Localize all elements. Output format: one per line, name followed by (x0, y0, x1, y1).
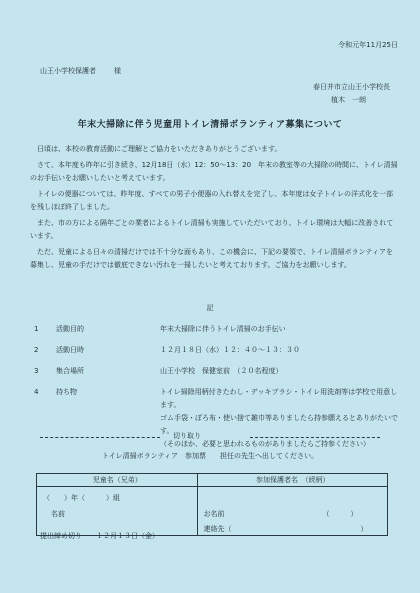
relation-field: （ ） (322, 510, 358, 518)
detail-label: 集合場所 (56, 367, 84, 375)
sender-org: 春日井市立山王小学校長 (313, 83, 390, 91)
deadline-label: 提出締め切り (40, 532, 82, 540)
recipient-name: 山王小学校保護者 (40, 67, 96, 75)
detail-value (160, 323, 404, 336)
dashed-divider (40, 437, 160, 438)
child-cell[interactable] (37, 487, 198, 536)
detail-item (34, 365, 404, 378)
recipient-honorific: 様 (114, 67, 121, 75)
detail-label: 活動目的 (56, 325, 84, 333)
parent-name-label: お名前 (203, 510, 225, 518)
detail-label: 持ち物 (56, 388, 77, 396)
detail-item (34, 323, 404, 336)
child-name-header: 児童名（兄弟） (37, 474, 198, 487)
recipient-line (40, 68, 121, 75)
cut-label: 切り取り (173, 432, 201, 440)
detail-number: 4 (34, 388, 39, 396)
contact-label: 連絡先（ (203, 525, 232, 533)
detail-line: ゴム手袋・ぼろ布・使い捨て雑巾等ありましたら持参願えるとありがたいです。 (160, 414, 398, 435)
body-paragraph: さて、本年度も昨年に引き続き、12月18日（水）12：50～13：20 年末の教室等の大掃除の時間に、トイレ清掃のお手伝いをお願いしたいと考えています。 (30, 161, 398, 182)
detail-number: 2 (34, 346, 39, 354)
detail-line: 年末大掃除に伴うトイレ清掃のお手伝い (160, 325, 286, 333)
deadline-value: １２月１３日（金） (96, 532, 159, 540)
detail-item (34, 344, 404, 357)
body-paragraph: トイレの便器については、昨年度、すべての男子小便器の入れ替えを完了し、本年度は女子トイレの洋式化を一部を残しほぼ終了しました。 (30, 190, 394, 211)
detail-line: １２月１８日（水）１２：４０～１３：３０ (160, 346, 300, 354)
parent-cell[interactable] (198, 487, 388, 536)
document-title: 年末大掃除に伴う児童用トイレ清掃ボランティア募集について (77, 120, 343, 130)
cut-line (40, 433, 380, 441)
dashed-divider (250, 437, 380, 438)
document-date: 令和元年11月25日 (338, 41, 398, 49)
parent-name-header: 参加保護者名 （続柄） (198, 474, 388, 487)
participation-form-table (36, 473, 388, 536)
form-title: トイレ清掃ボランティア 参加票 担任の先生へ出してください。 (101, 452, 319, 460)
contact-close: ） (360, 525, 368, 533)
detail-number: 3 (34, 367, 39, 375)
detail-label: 活動日時 (56, 346, 84, 354)
ki-heading: 記 (206, 304, 214, 312)
body-paragraph: また、市の方による隔年ごとの業者によるトイレ清掃も実施していただいており、トイレ環境は大幅に改善されています。 (30, 219, 394, 240)
document-body (30, 143, 398, 275)
grade-class-field: （ ）年（ ）組 (43, 494, 120, 502)
detail-value (160, 344, 404, 357)
detail-line: （そのほか、必要と思われるものがありましたらご持参ください） (160, 440, 370, 448)
deadline-line (40, 533, 159, 540)
detail-line: 山王小学校 保健室前 （２０名程度） (160, 367, 283, 375)
body-paragraph: ただ、児童による日々の清掃だけでは不十分な面もあり、この機会に、下記の要領で、トイレ清掃ボランティアを募集し、児童の手だけでは徹底できない汚れを一掃したいと考えております。ご協力をお願いします。 (30, 248, 393, 269)
body-paragraph: 日頃は、本校の教育活動にご理解とご協力をいただきありがとうございます。 (37, 145, 282, 153)
child-name-label: 名前 (51, 510, 65, 518)
sender-name: 植木 一朗 (331, 96, 366, 104)
detail-item (34, 386, 404, 451)
sender-block (313, 84, 390, 110)
detail-number: 1 (34, 325, 39, 333)
detail-line: トイレ掃除用柄付きたわし・デッキブラシ・トイレ用洗剤等は学校で用意します。 (160, 388, 398, 409)
detail-value (160, 386, 404, 451)
detail-value (160, 365, 404, 378)
